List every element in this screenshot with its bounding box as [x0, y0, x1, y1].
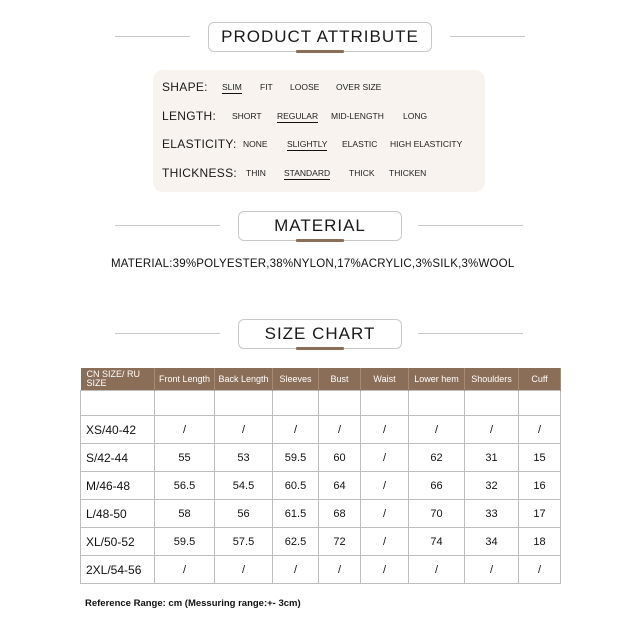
table-row: [81, 556, 561, 584]
table-cell: [215, 391, 273, 416]
attr-option: FIT: [260, 82, 273, 92]
attr-option-selected: SLIM: [222, 82, 242, 92]
table-cell: 34: [465, 528, 519, 556]
attr-row-shape: [153, 78, 485, 98]
column-header-cuff: Cuff: [519, 368, 561, 391]
attr-option: THICK: [349, 168, 375, 178]
table-cell: /: [361, 444, 409, 472]
reference-note: Reference Range: cm (Messuring range:+- 3cm): [85, 598, 301, 609]
column-header-front-length: Front Length: [155, 368, 215, 391]
table-cell: 60.5: [273, 472, 319, 500]
table-cell: /: [273, 556, 319, 584]
table-cell: [465, 391, 519, 416]
table-cell: /: [361, 472, 409, 500]
table-cell: 58: [155, 500, 215, 528]
size-chart-table: [80, 368, 561, 584]
size-label-cell: M/46-48: [81, 472, 155, 500]
size-chart-title-pill: [238, 319, 402, 349]
table-cell: 55: [155, 444, 215, 472]
table-cell: 64: [319, 472, 361, 500]
title-underline: [296, 50, 344, 53]
size-label-cell: S/42-44: [81, 444, 155, 472]
divider-left: [115, 36, 190, 37]
attr-option: OVER SIZE: [336, 82, 382, 92]
attr-row-length: [153, 107, 485, 127]
table-cell: /: [409, 416, 465, 444]
divider-right: [450, 36, 525, 37]
table-cell: 33: [465, 500, 519, 528]
size-label-cell: L/48-50: [81, 500, 155, 528]
table-cell: 18: [519, 528, 561, 556]
table-cell: /: [319, 556, 361, 584]
attr-option: LOOSE: [290, 82, 320, 92]
material-header: [0, 211, 640, 241]
table-cell: /: [155, 556, 215, 584]
column-header-bust: Bust: [319, 368, 361, 391]
table-cell: [519, 391, 561, 416]
table-row: [81, 472, 561, 500]
table-cell: 59.5: [155, 528, 215, 556]
table-cell: /: [519, 416, 561, 444]
table-cell: /: [409, 556, 465, 584]
size-chart-header: [0, 319, 640, 349]
table-cell: [81, 391, 155, 416]
table-spacer-row: [81, 391, 561, 416]
table-cell: 53: [215, 444, 273, 472]
table-cell: [273, 391, 319, 416]
table-cell: 54.5: [215, 472, 273, 500]
table-row: [81, 416, 561, 444]
attr-option: SHORT: [232, 111, 262, 121]
table-cell: /: [319, 416, 361, 444]
attr-option: LONG: [403, 111, 428, 121]
attr-option: HIGH ELASTICITY: [390, 139, 463, 149]
table-cell: 15: [519, 444, 561, 472]
title-underline: [296, 347, 344, 350]
divider-left: [115, 333, 220, 334]
table-cell: 66: [409, 472, 465, 500]
table-cell: /: [519, 556, 561, 584]
material-composition: MATERIAL:39%POLYESTER,38%NYLON,17%ACRYLIC,3%SILK,3%WOOL: [111, 258, 515, 270]
table-row: [81, 444, 561, 472]
table-cell: /: [215, 556, 273, 584]
table-cell: 72: [319, 528, 361, 556]
attr-label: ELASTICITY:: [162, 137, 237, 151]
table-cell: 62: [409, 444, 465, 472]
table-cell: 57.5: [215, 528, 273, 556]
attr-option: THICKEN: [389, 168, 427, 178]
table-cell: /: [465, 416, 519, 444]
table-cell: 59.5: [273, 444, 319, 472]
table-cell: /: [361, 528, 409, 556]
attr-option-selected: REGULAR: [277, 111, 319, 121]
table-cell: 60: [319, 444, 361, 472]
size-label-cell: 2XL/54-56: [81, 556, 155, 584]
table-cell: /: [215, 416, 273, 444]
divider-left: [115, 225, 220, 226]
attr-option: MID-LENGTH: [331, 111, 384, 121]
attr-row-thickness: [153, 164, 485, 184]
table-cell: /: [155, 416, 215, 444]
table-cell: [155, 391, 215, 416]
table-row: [81, 500, 561, 528]
attr-option: THIN: [246, 168, 266, 178]
size-chart-title: SIZE CHART: [264, 324, 376, 343]
product-attribute-header: [0, 22, 640, 52]
attr-row-elasticity: [153, 135, 485, 155]
size-label-cell: XS/40-42: [81, 416, 155, 444]
attr-option: ELASTIC: [342, 139, 378, 149]
table-cell: [409, 391, 465, 416]
divider-right: [418, 333, 523, 334]
column-header-size: CN SIZE/ RU SIZE: [81, 368, 155, 391]
column-header-shoulders: Shoulders: [465, 368, 519, 391]
table-cell: 32: [465, 472, 519, 500]
attr-label: LENGTH:: [162, 109, 217, 123]
attr-option: NONE: [243, 139, 268, 149]
table-cell: 62.5: [273, 528, 319, 556]
table-cell: 16: [519, 472, 561, 500]
table-cell: 70: [409, 500, 465, 528]
attr-label: THICKNESS:: [162, 166, 238, 180]
table-cell: 31: [465, 444, 519, 472]
product-attribute-title: PRODUCT ATTRIBUTE: [221, 27, 419, 46]
column-header-waist: Waist: [361, 368, 409, 391]
table-cell: [319, 391, 361, 416]
column-header-back-length: Back Length: [215, 368, 273, 391]
product-attribute-title-pill: [208, 22, 432, 52]
table-cell: /: [361, 556, 409, 584]
size-label-cell: XL/50-52: [81, 528, 155, 556]
column-header-lower-hem: Lower hem: [409, 368, 465, 391]
table-cell: 17: [519, 500, 561, 528]
attr-label: SHAPE:: [162, 80, 208, 94]
attr-option-selected: STANDARD: [284, 168, 331, 178]
attr-option-selected: SLIGHTLY: [287, 139, 328, 149]
title-underline: [296, 239, 344, 242]
divider-right: [418, 225, 523, 226]
table-cell: 74: [409, 528, 465, 556]
table-cell: /: [273, 416, 319, 444]
column-header-sleeves: Sleeves: [273, 368, 319, 391]
material-title-pill: [238, 211, 402, 241]
table-cell: 56: [215, 500, 273, 528]
attribute-panel: [153, 70, 485, 192]
table-cell: 68: [319, 500, 361, 528]
table-header-row: [81, 368, 561, 391]
table-cell: /: [465, 556, 519, 584]
material-title: MATERIAL: [274, 216, 366, 235]
table-cell: 61.5: [273, 500, 319, 528]
table-cell: [361, 391, 409, 416]
table-cell: /: [361, 500, 409, 528]
table-row: [81, 528, 561, 556]
table-cell: /: [361, 416, 409, 444]
table-cell: 56.5: [155, 472, 215, 500]
